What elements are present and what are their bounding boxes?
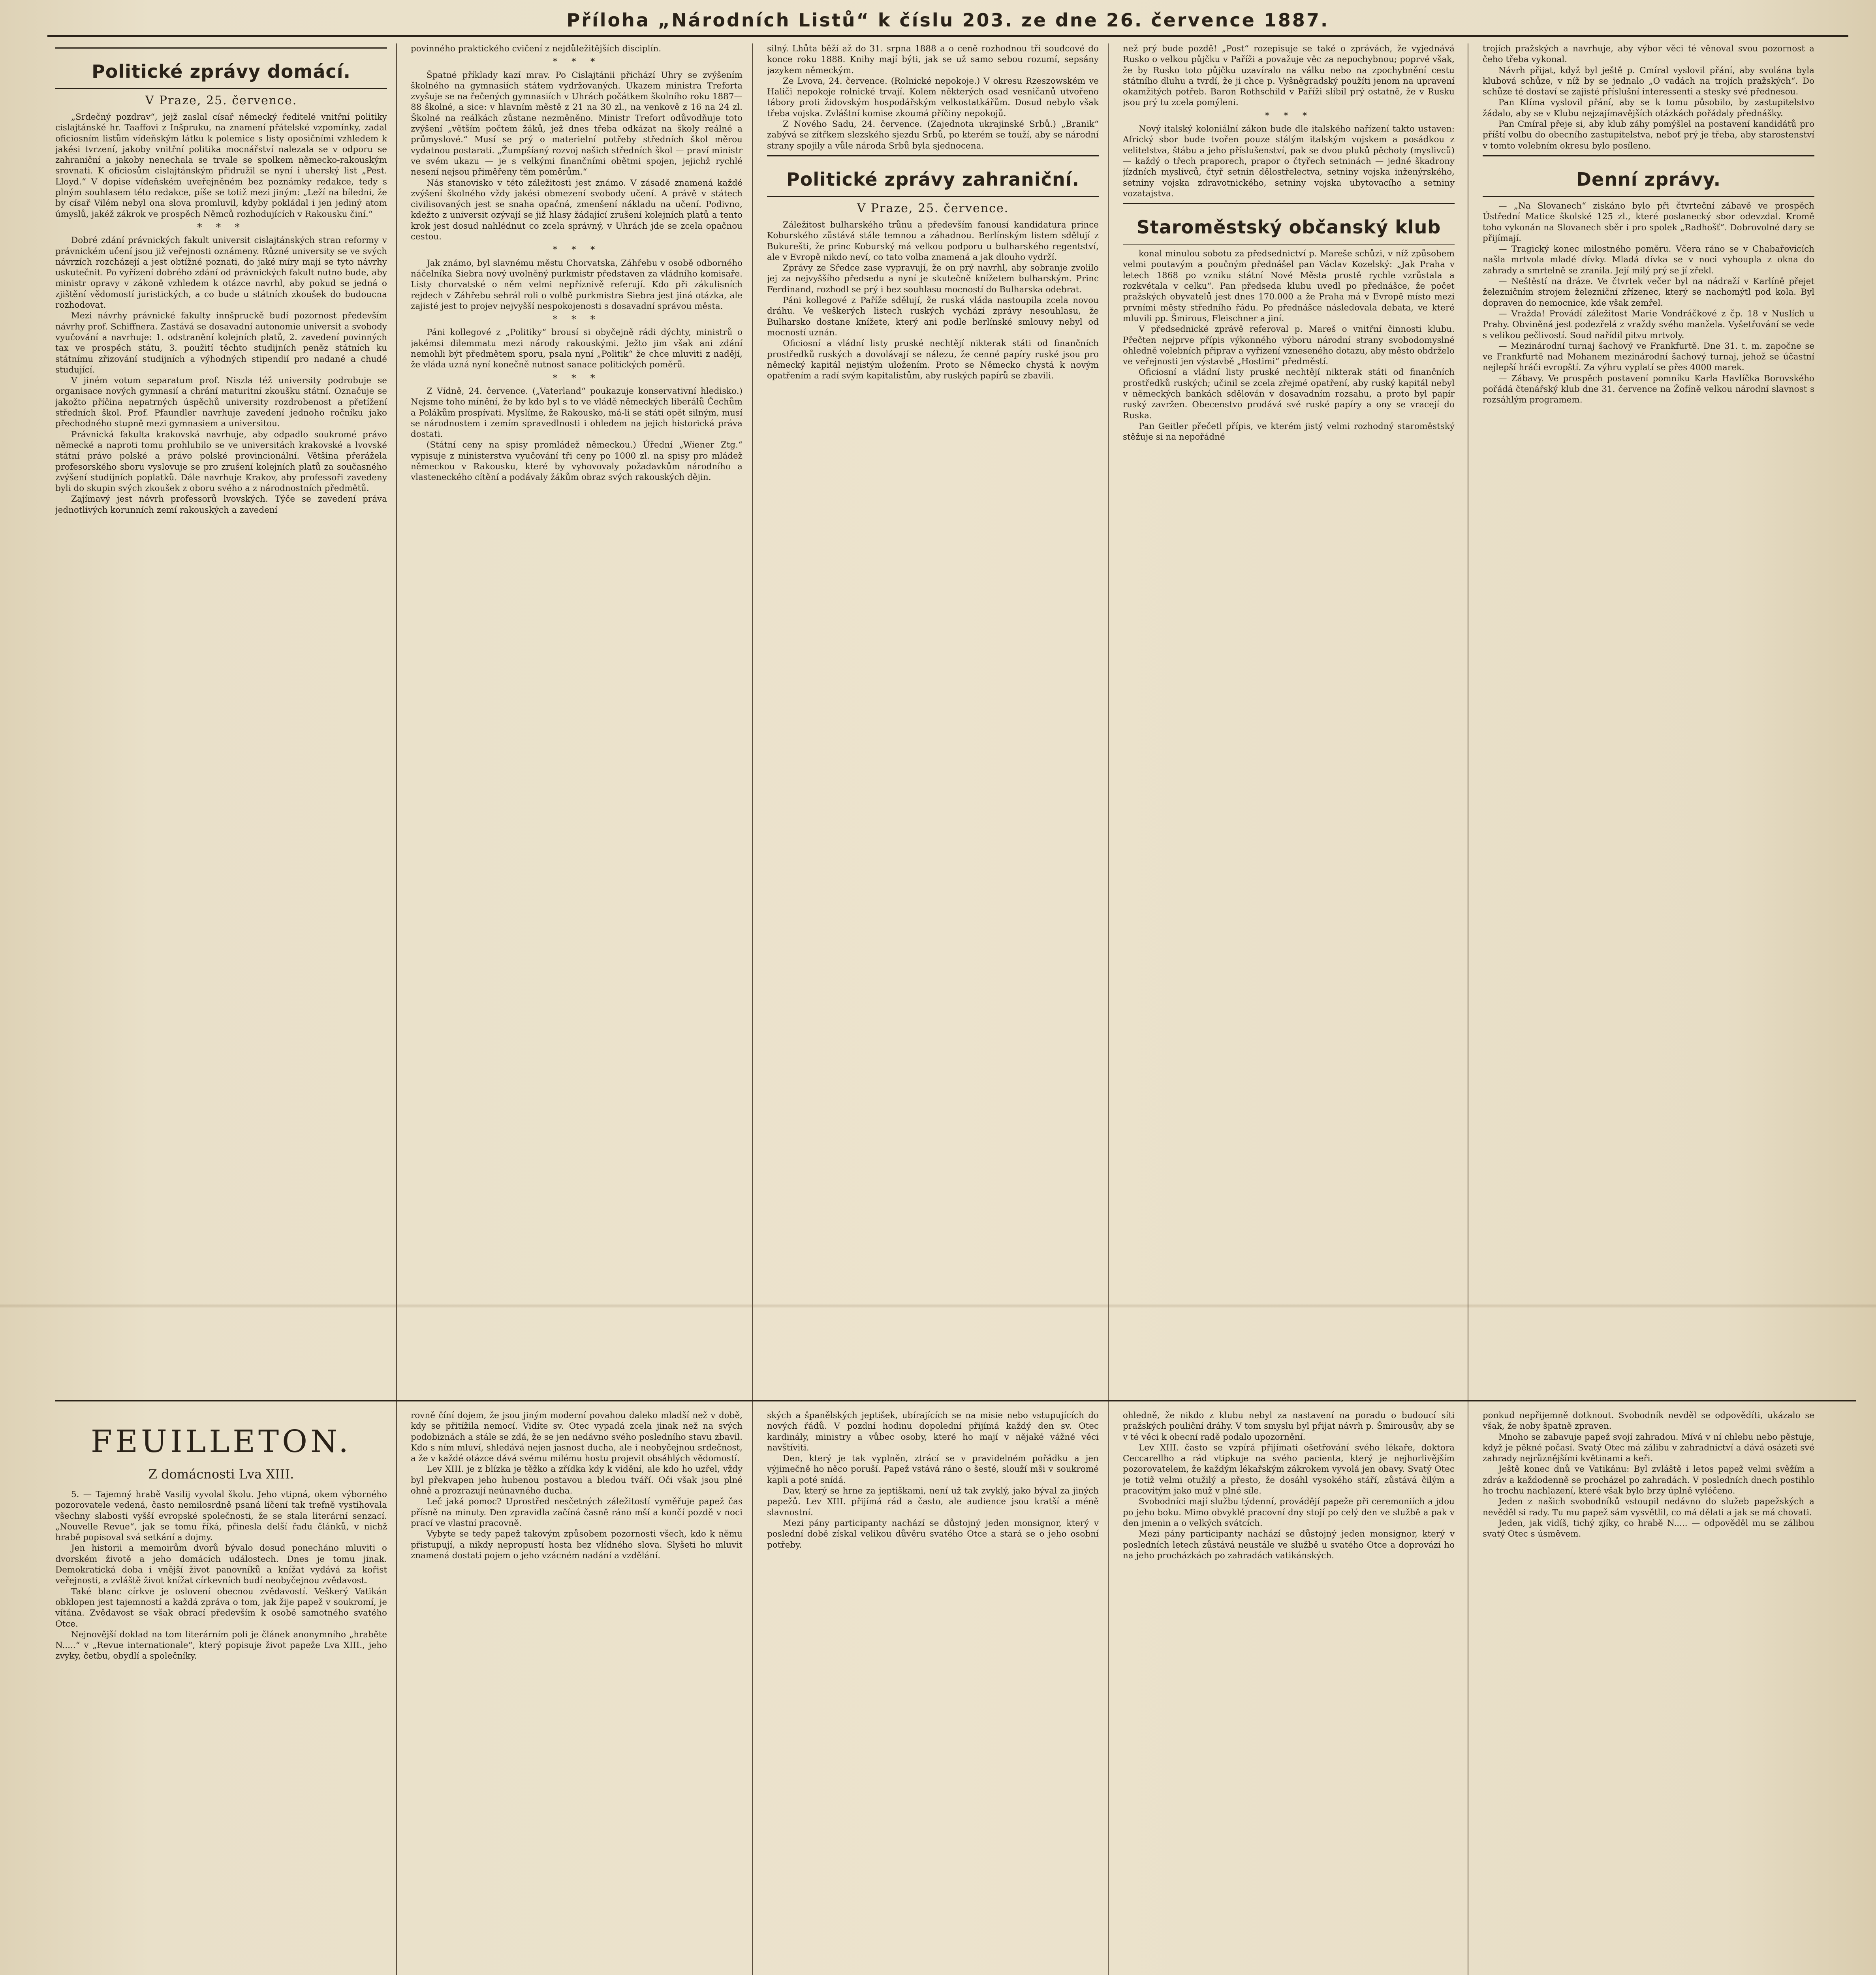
domestic-section-title: Politické zprávy domácí. — [92, 61, 351, 82]
article-paragraph: Zajímavý jest návrh professorů lvovských. Týče se zavedení práva jednotlivých korunních zemí rakouských a zavedení — [55, 494, 387, 515]
feuilleton-paragraph: Mezi pány participanty nachází se důstojný jeden monsignor, který v poslední době získal velikou důvěru svatého Otce a stará se o jeho osobní potřeby. — [767, 1518, 1099, 1550]
article-paragraph: Z Nového Sadu, 24. července. (Zajednota ukrajinské Srbů.) „Branik“ zabývá se zítřkem slezského sjezdu Srbů, po kterém se touží, aby se národní strany spojily a vůle národa Srbů byla sjednocena. — [767, 119, 1099, 151]
foreign-dateline: V Praze, 25. července. — [857, 201, 1009, 215]
feuilleton-paragraph: ponkud nepřijemně dotknout. Svobodník nevděl se odpovědíti, ukázalo se však, že noby špatně zpraven. — [1483, 1411, 1814, 1431]
foreign-section-header — [767, 155, 1099, 197]
article-paragraph: Dobré zdání právnických fakult universit cislajtánských stran reformy v právnickém učení jsou již veřejnosti oznámeny. Různé university se ve svých návrzích rozcházejí a jest obtížné poznati, do jaké míry mají se tyto návrhy uskutečnit. Po vyřízení dobrého zdání od právnických fakult nutno bude, aby ministr opravy v zákoně vzhledem k otázce navrhl, aby pokud se jedná o zjištění vědomostí juristických, a co bude u státních zkoušek do budoucna rozhodovat. — [55, 235, 387, 310]
article-paragraph: než prý bude pozdě! „Post“ rozepisuje se také o zprávách, že vyjednává Rusko o velkou půjčku v Paříži a považuje věc za nepochybnou; poprvé však, že by Rusko toto půjčku uzavíralo na válku nebo na zpochybnění cestu státního dluhu a tvrdí, že ji chce p. Vyšněgradský použíti jenom na upravení okamžitých potřeb. Baron Rothschild v Paříži slíbil prý ostatně, že v Rusku jsou prý tu zcela pomýleni. — [1123, 44, 1455, 108]
domestic-section-header — [55, 47, 387, 89]
news-item: — Zábavy. Ve prospěch postavení pomníku Karla Havlíčka Borovského pořádá čtenářský klub dne 31. července na Žofíně velkou národní slavnost s rozsáhlým programem. — [1483, 373, 1814, 405]
article-paragraph: „Srdečný pozdrav“, jejž zaslal císař německý ředitelé vnitřní politiky cislajtánské hr. Taaffovi z Inšpruku, na znamení přátelské vzpomínky, zadal oficiosním listům vídeňským látku k polemice s listy oposičními vzhledem k jakési tvrzení, jakoby vnitřní politika mocnářství nalezala se v odporu se zahraniční a jakoby nenechala se trvale se spolkem německo-rakouským srovnati. K oficiosům cislajtánským přidružil se nyní i uherský list „Pest. Lloyd.“ V dopise vídeňském uveřejněném bez poznámky redakce, tedy s plným souhlasem této redakce, píše se totiž mezi jiným: „Leží na bíledni, že by císař Vilém nebyl ona slova promluvil, kdyby pokládal i jen jediný atom úmyslů, jakéž zákrok ve prospěch Němců rozhodujících v Rakousku činí.“ — [55, 112, 387, 219]
separator: * * * — [553, 56, 601, 68]
article-paragraph: Nový italský koloniální zákon bude dle italského nařízení takto ustaven: Africký sbor bude tvořen pouze stálým italským vojskem a posádkou z velitelstva, štábu a jeho příslušenství, pak se dvou pluků pěchoty (myslivců) — každý o třech praporech, prapor o čtyřech setninách — jedné škadrony jízdních myslivců, čtyř setnin dělostřelectva, setniny vojska inženýrského, setniny vojska zdravotnického, setniny vojska ubytovacího a setniny vozatajstva. — [1123, 124, 1455, 199]
feuilleton-subtitle: Z domácnosti Lva XIII. — [148, 1467, 294, 1482]
article-paragraph: (Státní ceny na spisy promládež německou.) Úřední „Wiener Ztg.“ vypisuje z ministerstva vyučování tři ceny po 1000 zl. na spisy pro mládež německou v Rakousku, které by vyhovovaly požadavkům národního a vlasteneckého cítění a podávaly žákům obraz svých rakouských dějin. — [411, 440, 743, 483]
article-paragraph: Špatné příklady kazí mrav. Po Cislajtánii přichází Uhry se zvýšením školného na gymnasiích státem vydržovaných. Ukazem ministra Treforta zvyšuje se na řečených gymnasiích v Uhrách počátkem školního roku 1887—88 školné, a sice: v hlavním městě z 21 na 30 zl., na venkově z 16 na 24 zl. Školné na reálkách zůstane nezměněno. Ministr Trefort odůvodňuje toto zvýšení „větším počtem žáků, jež dnes třeba odkázat na školy reálné a průmyslové.“ Musí se prý o materielní potřeby středních škol měrou vydatnou postarati. „Žumpšíaný rozvoj našich středních škol — praví ministr ve svém ukazu — je s velkými finančními obětmi spojen, jejichž rychlé nesení nejsou přiměřeny těm poměrům.“ — [411, 70, 743, 177]
article-paragraph: Pan Klíma vyslovil přání, aby se k tomu působilo, by zastupitelstvo žádalo, aby se v Klubu nejzajímavějších otázkách pořádaly přednášky. — [1483, 98, 1814, 118]
daily-news-header — [1483, 155, 1814, 197]
foreign-section-title: Politické zprávy zahraniční. — [786, 168, 1079, 190]
article-paragraph: V předsednické zprávě referoval p. Mareš o vnitřní činnosti klubu. Přečten nejprve přípis výkonného výboru národní strany svobodomyslné ohledně volebních připrav a vyřizení vzneseného dotazu, aby město obdrželo ve veřejnosti jen výstavbě „Hostimi“ předměstí. — [1123, 324, 1455, 367]
feuilleton-paragraph: Leč jaká pomoc? Uprostřed nesčetných záležitostí vyměřuje papež čas přísně na minuty. Den zpravidla začíná časně ráno mší a končí pozdě v noci prací ve vlastní pracovně. — [411, 1497, 743, 1528]
article-paragraph: Ze Lvova, 24. července. (Rolnické nepokoje.) V okresu Rzeszowském ve Haliči nepokoje rolnické trvají. Kolem některých osad vesničanů utvořeno tábory proti židovským hospodářským velkostatkářům. Dosud nebylo však třeba vojska. Zvláštní komise zkoumá příčiny nepokojů. — [767, 76, 1099, 118]
article-paragraph: Záležitost bulharského trůnu a především fanousí kandidatura prince Koburského zůstává stále temnou a záhadnou. Berlínským listem sdělují z Bukurešti, že princ Koburský má velkou podporu u bulharského regentství, ale v Evropě nikdo neví, co tato volba znamená a jak dlouho vydrží. — [767, 220, 1099, 262]
feuilleton-paragraph: Den, který je tak vyplněn, ztrácí se v pravidelném pořádku a jen výjimečně ho něco poruší. Papež vstává ráno o šesté, slouží mši v soukromé kapli a poté snídá. — [767, 1454, 1099, 1485]
feuilleton-paragraph: rovně číní dojem, že jsou jiným moderní povahou daleko mladší než v době, kdy se přitížila nemocí. Vidíte sv. Otec vypadá zcela jinak než na svých podobiznách a stále se zdá, že se jen nedávno svého posledního stavu zbavil. Kdo s ním mluví, shledává nejen jasnost ducha, ale i neobyčejnou srdečnost, a že v každé otázce dává svému milému hostu projevit obsáhlých vědomostí. — [411, 1411, 743, 1464]
column-5 — [1483, 43, 1814, 1394]
header-rule — [47, 35, 1848, 37]
article-paragraph: silný. Lhůta běží až do 31. srpna 1888 a o ceně rozhodnou tři soudcové do konce roku 1888. Knihy mají býti, jak se už samo sebou rozumí, sepsány jazykem německým. — [767, 44, 1099, 75]
daily-news-title: Denní zprávy. — [1576, 168, 1721, 190]
news-item: — Tragický konec milostného poměru. Včera ráno se v Chabařovicích našla mrtvola mladé dívky. Mladá dívka se v noci vyhoupla z okna do zahrady a smrtelně se zranila. Její milý prý se jí zřekl. — [1483, 244, 1814, 276]
separator: * * * — [1265, 110, 1313, 121]
feuilleton-paragraph: Mezi pány participanty nachází se důstojný jeden monsignor, který v posledních letech zůstává neustále ve službě u svatého Otce a doprovází ho na jeho procházkách po zahradách vatikánských. — [1123, 1529, 1455, 1561]
separator: * * * — [197, 221, 245, 233]
page-header: Příloha „Národních Listů“ k číslu 203. ze dne 26. července 1887. — [566, 9, 1329, 31]
feuilleton-paragraph: Ještě konec dnů ve Vatikánu: Byl zvláště i letos papež velmi svěžím a zdráv a každodenně se procházel po zahradách. V posledních dnech postihlo ho trochu nachlazení, které však bylo brzy úplně vyléčeno. — [1483, 1464, 1814, 1496]
news-item: — Neštěstí na dráze. Ve čtvrtek večer byl na nádraží v Karlíně přejet železničním strojem železniční zřízenec, který se nachomýtl pod kola. Byl dopraven do nemocnice, kde však zemřel. — [1483, 276, 1814, 308]
article-paragraph: Z Vídně, 24. července. („Vaterland“ poukazuje konservativní hledisko.) Nejsme toho mínění, že by kdo byl s to ve vládě německých liberálů Čechům a Polákům prospívati. Myslíme, že Rakousko, má-li se státi opět silným, musí se národnostem i zemím spravedlnosti i ohledem na jejich historická práva dostati. — [411, 386, 743, 440]
column-1 — [55, 43, 387, 1394]
feuilleton-paragraph: Také blanc církve je oslovení obecnou zvědavostí. Veškerý Vatikán obklopen jest tajemností a každá zpráva o tom, jak žije papež v soukromí, je vítána. Zvědavost se však obrací především k osobě samotného svatého Otce. — [55, 1586, 387, 1629]
feuilleton-column-3 — [767, 1410, 1099, 1975]
column-rule — [1108, 43, 1109, 1975]
separator: * * * — [553, 314, 601, 325]
feuilleton-title: FEUILLETON. — [90, 1424, 352, 1460]
column-3 — [767, 43, 1099, 1394]
article-paragraph: povinného praktického cvičení z nejdůležitějších disciplín. — [411, 44, 662, 54]
news-item: — Mezinárodní turnaj šachový ve Frankfurtě. Dne 31. t. m. započne se ve Frankfurtě nad Mohanem mezinárodní šachový turnaj, jehož se účastní nejlepší hráči evropští. Za výhru vyplatí se přes 4000 marek. — [1483, 341, 1814, 373]
separator: * * * — [553, 372, 601, 384]
feuilleton-paragraph: Nejnovější doklad na tom literárním poli je článek anonymního „hraběte N.....“ v „Revue internationale“, který popisuje život papeže Lva XIII., jeho zvyky, četbu, obydlí a společníky. — [55, 1629, 387, 1661]
feuilleton-paragraph: Lev XIII. je z blízka je těžko a zřídka kdy k vidění, ale kdo ho uzřel, vždy byl překvapen jeho hubenou postavou a bledou tváří. Oči však jsou plné ohně a prozrazují neúnavného ducha. — [411, 1464, 743, 1496]
article-paragraph: V jiném votum separatum prof. Niszla též university podrobuje se organisace nových gymnasií a chrání maturitní zkoušku státní. Označuje se jakožto příčina nepatrných úspěchů university rozdrobenost a přetížení středních škol. Prof. Pfaundler navrhuje zavedení jednoho ročníku jako přechodného stupně mezi gymnasiem a universitou. — [55, 376, 387, 429]
domestic-dateline: V Praze, 25. července. — [145, 94, 297, 107]
feuilleton-paragraph: ských a španělských jeptišek, ubírajících se na misie nebo vstupujících do nových řádů. V pozdní hodinu dopolední přijímá každý den sv. Otec kardinály, ministry a vůbec osoby, které ho mají v nějaké vážné věci navštíviti. — [767, 1411, 1099, 1453]
news-item: — „Na Slovanech“ ziskáno bylo při čtvrteční zábavě ve prospěch Ústřední Matice školské 125 zl., které poslanecký sbor odevzdal. Kromě toho vykonán na Slovanech sběr i pro spolek „Radhošť“. Dobrovolné dary se přijímají. — [1483, 201, 1814, 243]
feuilleton-paragraph: ohledně, že nikdo z klubu nebyl za nastavení na poradu o budoucí síti pražských pouliční dráhy. V tom smyslu byl přijat návrh p. Šmirousův, aby se v té věci k obecní radě podalo upozornění. — [1123, 1411, 1455, 1442]
club-section-title: Staroměstský občanský klub — [1136, 216, 1441, 238]
club-section-header — [1123, 203, 1455, 245]
feuilleton-paragraph: Jeden z našich svobodníků vstoupil nedávno do služeb papežských a nevěděl si rady. Tu mu papež sám vysvětlil, co má dělati a jak se má chovati. — [1483, 1497, 1814, 1518]
feuilleton-paragraph: Lev XIII. často se vzpírá přijímati ošetřování svého lékaře, doktora Ceccarellho a rád vtipkuje na svého pacienta, který je nejhorlivějším pozorovatelem, že každým lékařským zákrokem vyvolá jen obavy. Svatý Otec je totiž velmi otužilý a přesto, že dosáhl vysokého stáří, zůstává čilým a pracovitým jako muž v plné síle. — [1123, 1443, 1455, 1496]
article-paragraph: trojích pražských a navrhuje, aby výbor věci té věnoval svou pozornost a čeho třeba vykonal. — [1483, 44, 1814, 65]
column-2 — [411, 43, 743, 1394]
column-rule — [396, 43, 397, 1975]
feuilleton-paragraph: Jen historii a memoirům dvorů bývalo dosud ponecháno mluviti o dvorském životě a jeho domácích událostech. Dnes je tomu jinak. Demokratická doba i vnější život panovníků a knížat vydává za kořist veřejnosti, a zvláště život knížat církevních budí neobyčejnou zvědavost. — [55, 1543, 387, 1586]
feuilleton-column-4 — [1123, 1410, 1455, 1975]
column-4 — [1123, 43, 1455, 1394]
article-paragraph: Mezi návrhy právnické fakulty innšpruckě budí pozornost především návrhy prof. Schiffnera. Zastává se dosavadní autonomie universit a svobody vyučování a navrhuje: 1. odstranění kolejních platů, 2. zavedení povinných tax ve prospěch státu, 3. použití těchto studijních peněz státních ku státnímu zřizování studijních a výhodných stipendií pro nadané a chudé studující. — [55, 311, 387, 375]
feuilleton-column-5 — [1483, 1410, 1814, 1975]
article-paragraph: Nás stanovisko v této záležitosti jest známo. V zásadě znamená každé zvýšení školného vždy jakési obmezení svobody učení. A právě v státech civilisovaných jest se snaha opačná, zmenšení nákladu na učení. Podivno, kdežto z universit ozývají se již hlasy žádající zrušení kolejních platů a tento krok jest dosud nahlédnut co zcela správný, v Uhrách jde se zcela opačnou cestou. — [411, 178, 743, 242]
feuilleton-paragraph: 5. — Tajemný hrabě Vasilij vyvolal školu. Jeho vtipná, okem výborného pozorovatele vedená, často nemilosrdně psaná líčení tak trefně vystihovala všechny slabosti vyšší evropské společnosti, že se stala literární senzací. „Nouvelle Revue“, jak se tomu říká, přinesla delší řadu článků, v nichž hrabě popisoval svá setkání a dojmy. — [55, 1490, 387, 1543]
article-paragraph: konal minulou sobotu za předsednictví p. Mareše schůzi, v níž způsobem velmi poutavým a poučným přednášel pan Václav Kozelský: „Jak Praha v letech 1868 po vzniku státní Nové Města prostě rychle vzrůstala a rozkvétala v celku“. Pan předseda klubu uvedl po přednášce, že počet pražských obyvatelů jest dnes 170.000 a že Praha má v Evropě místo mezi prvními městy středního řádu. Po přednášce následovala debata, ve které mluvili pp. Šmirous, Fleischner a jiní. — [1123, 249, 1455, 324]
feuilleton-paragraph: Jeden, jak vidíš, tichý zjíky, co hrabě N..... — odpověděl mu se zálibou svatý Otec s úsměvem. — [1483, 1518, 1814, 1539]
article-paragraph: Páni kollegové z „Politiky“ brousí si obyčejně rádi dýchty, ministrů o jakémsi dilemmatu mezi národy rakouskými. Ježto jim však ani zdání nemohli být předmětem sporu, psala nyní „Politik“ že chce mluviti z nadějí, že vláda uzná nyní konečně nutnost sanace politických poměrů. — [411, 327, 743, 370]
feuilleton-column-2 — [411, 1410, 743, 1975]
news-item: — Vražda! Provádí záležitost Marie Vondráčkové z čp. 18 v Nuslích u Prahy. Obviněná jest podezřelá z vraždy svého manžela. Vyšetřování se vede s velikou pečlivostí. Soud nařídil pitvu mrtvoly. — [1483, 308, 1814, 340]
feuilleton-paragraph: Svobodníci mají službu týdenní, provádějí papeže při ceremoniích a jdou po jeho boku. Mimo obvyklé pracovní dny stojí po celý den ve službě a pak v den jmenin a o velkých svátcích. — [1123, 1497, 1455, 1528]
article-paragraph: Návrh přijat, když byl ještě p. Cmíral vyslovil přání, aby svolána byla klubová schůze, v níž by se jednalo „O vadách na trojích pražských“. Do schůze té dostaví se zajisté příslušní interessenti a stesky své přednesou. — [1483, 65, 1814, 97]
article-paragraph: Pan Geitler přečetl přípis, ve kterém jistý velmi rozhodný staroměstský stěžuje si na nepořádné — [1123, 421, 1455, 442]
article-paragraph: Právnická fakulta krakovská navrhuje, aby odpadlo soukromé právo německé a naproti tomu prohlubilo se ve universitách krakovské a lvovské státní právo polské a právo polské provincionální. Většina přerážela profesorského sboru vyslovuje se pro zrušení kolejních platů za současného zvýšení studijních poplatků. Dále navrhuje Krakov, aby professoři zavedeny byli do skupin svých zkoušek z oboru svého a z národnostních předmětů. — [55, 429, 387, 494]
feuilleton-divider — [55, 1400, 1856, 1401]
article-paragraph: Oficiosní a vládní listy pruské nechtějí nikterak státi od finančních prostředků ruských a dovolávají se nálezu, že cenné papíry ruské jsou pro německý kapitál nejistým uložením. Proto se Německo chystá k novým opatřením a radí svým kapitalistům, aby ruských papírů se zbavili. — [767, 339, 1099, 381]
feuilleton-paragraph: Vybyte se tedy papež takovým způsobem pozornosti všech, kdo k němu přistupují, a nikdy nepropustí hosta bez vlídného slova. Slyšeti ho mluvit znamená dostati pojem o jeho vzácném nadání a vzdělání. — [411, 1529, 743, 1561]
article-paragraph: Pan Cmíral přeje si, aby klub záhy pomýšlel na postavení kandidátů pro příští volbu do obecního zastupitelstva, neboť prý je třeba, aby starostenství v tomto volebním okresu bylo posíleno. — [1483, 119, 1814, 151]
article-paragraph: Oficiosní a vládní listy pruské nechtějí nikterak státi od finančních prostředků ruských; učinil se zcela zřejmé opatření, aby ruský kapitál nebyl v německých bankách sdělován v dosavadním rozsahu, a proto byl papír ruský zavržen. Obecenstvo prodává své ruské papíry a ony se vracejí do Ruska. — [1123, 367, 1455, 421]
column-rule — [752, 43, 753, 1975]
feuilleton-column-1 — [55, 1410, 387, 1975]
feuilleton-paragraph: Mnoho se zabavuje papež svojí zahradou. Mívá v ní chlebu nebo pěstuje, když je pěkné počasí. Svatý Otec má zálibu v zahradnictví a dává osázeti své zahrady nejrůznějšími květinami a keři. — [1483, 1432, 1814, 1464]
feuilleton-paragraph: Dav, který se hrne za jeptiškami, není už tak zvyklý, jako býval za jiných papežů. Lev XIII. přijímá rád a často, ale audience jsou kratší a méně slavnostní. — [767, 1486, 1099, 1518]
article-paragraph: Zprávy ze Sředce zase vypravují, že on prý navrhl, aby sobranje zvolilo jej za nejvyššího předsedu a nyní je skutečně knížetem bulharským. Princ Ferdinand, rozhodl se prý i bez souhlasu mocností do Bulharska odebrat. — [767, 263, 1099, 295]
article-paragraph: Páni kollegové z Paříže sdělují, že ruská vláda nastoupila zcela novou dráhu. Ve veškerých listech ruských vychází zprávy nesouhlasu, že Bulharsko dostane knížete, který ani podle berlínské smlouvy nebyl od mocností uznán. — [767, 295, 1099, 338]
article-paragraph: Jak známo, byl slavnému městu Chorvatska, Záhřebu v osobě odborného náčelníka Siebra nový uvolněný purkmistr představen za vládního komisaře. Listy chorvatské o něm velmi nepříznivě referují. Kdo při zákulisních rejdech v Záhřebu sehrál roli o volbě purkmistra Siebra jest jiná otázka, ale zajisté jest to projev nejvyšší nespokojenosti s dosavadní správou města. — [411, 258, 743, 311]
separator: * * * — [553, 244, 601, 256]
